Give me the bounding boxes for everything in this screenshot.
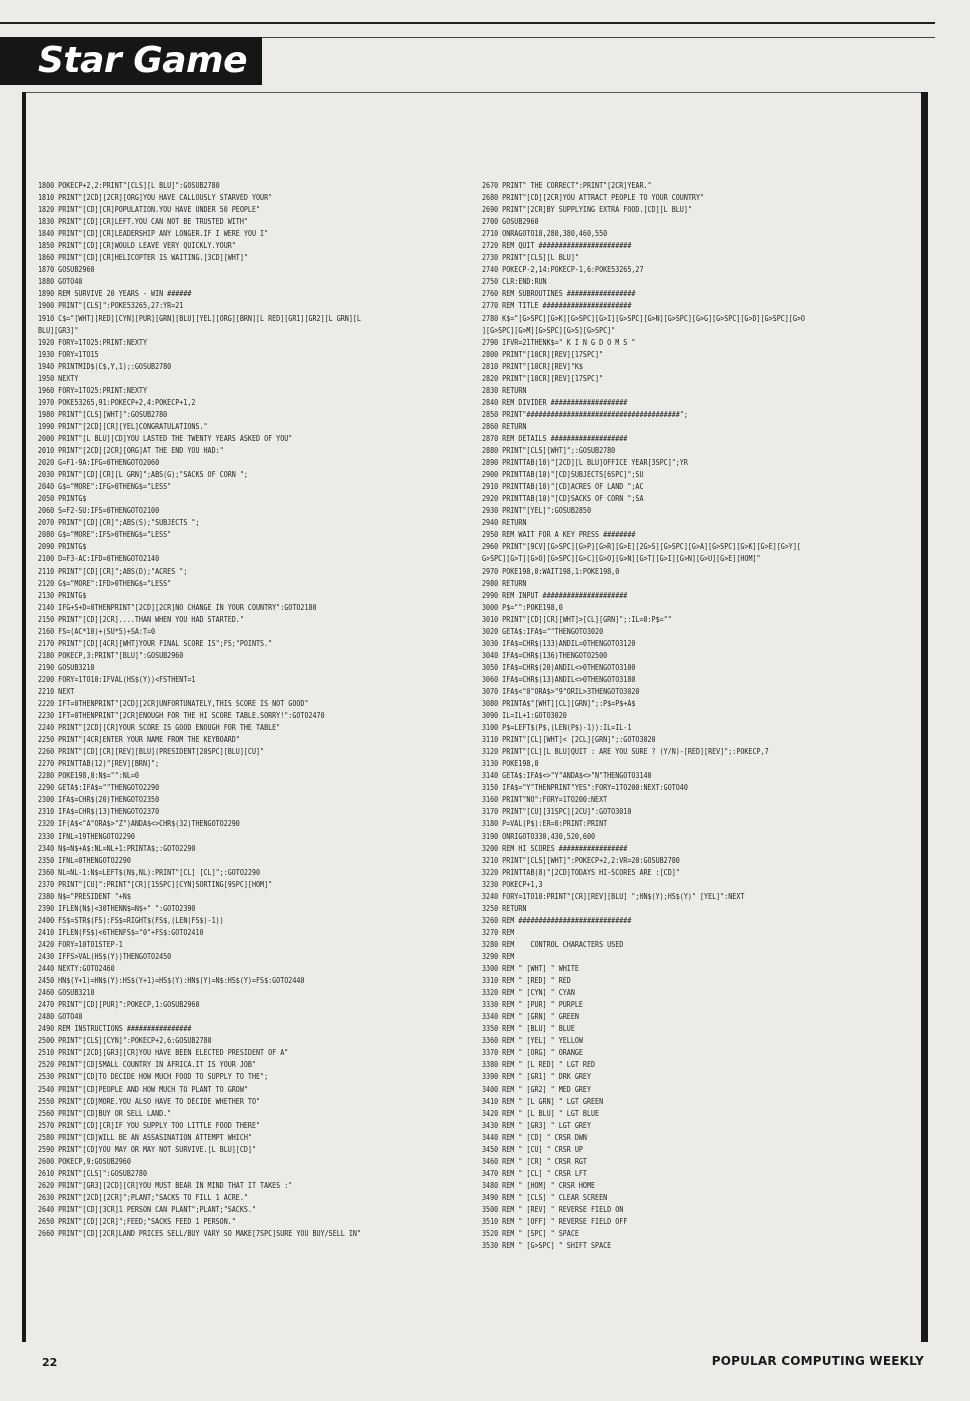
code-line: 2430 IFFS>VAL(HS$(Y))THENGOTO2450 bbox=[38, 952, 172, 961]
code-line: 2740 POKECP-2,14:POKECP-1,6:POKE53265,27 bbox=[482, 265, 644, 275]
code-line: 2560 PRINT"[CD]BUY OR SELL LAND." bbox=[38, 1108, 172, 1118]
code-line: 2310 IFA$=CHR$(13)THENGOTO2370 bbox=[38, 807, 160, 817]
code-line: 3000 P$="":POKE198,0 bbox=[482, 602, 563, 612]
code-line: 1850 PRINT"[CD][CR]WOULD LEAVE VERY QUICKLY.YOUR" bbox=[38, 241, 236, 251]
code-line: 2100 D=F3-AC:IFD=0THENGOTO2140 bbox=[38, 554, 160, 564]
code-line: 2750 CLR:END:RUN bbox=[482, 277, 547, 287]
code-line: 3370 REM " [ORG] " ORANGE bbox=[482, 1048, 583, 1058]
code-line: 1940 PRINTMID$(C$,Y,1);:GOSUB2780 bbox=[38, 361, 172, 371]
code-line: 1910 C$="[WHT][RED][CYN][PUR][GRN][BLU][YEL][ORG][BRN][L RED][GR1][GR2][L GRN][L bbox=[38, 313, 361, 323]
code-line: 3520 REM " [SPC] " SPACE bbox=[482, 1229, 579, 1239]
code-line: 3200 REM HI SCORES ################# bbox=[482, 843, 628, 853]
code-line: 2520 PRINT"[CD]SMALL COUNTRY IN AFRICA.IT IS YOUR JOB" bbox=[38, 1060, 256, 1070]
code-line: 2200 FORY=1TO10:IFVAL(HS$(Y))<FSTHENT=1 bbox=[38, 674, 196, 684]
code-line: 3470 REM " [CL] " CRSR LFT bbox=[482, 1168, 587, 1178]
code-line: 2000 PRINT"[L BLU][CD]YOU LASTED THE TWENTY YEARS ASKED OF YOU" bbox=[38, 433, 293, 443]
code-line: 3450 REM " [CU] " CRSR UP bbox=[482, 1144, 583, 1154]
code-line: 3140 GETA$:IFA$<>"Y"ANDA$<>"N"THENGOTO3140 bbox=[482, 771, 652, 781]
code-line: 3010 PRINT"[CD][CR][WHT]>[CL][GRN]";:IL=0:P$="" bbox=[482, 614, 672, 624]
code-line: 2580 PRINT"[CD]WILL BE AN ASSASINATION ATTEMPT WHICH" bbox=[38, 1132, 252, 1142]
code-line: 3170 PRINT"[CU][31SPC][2CU]":GOTO3010 bbox=[482, 807, 632, 817]
code-line: 2230 IFT=0THENPRINT"[2CR]ENOUGH FOR THE HI SCORE TABLE.SORRY!":GOTO2470 bbox=[38, 711, 325, 721]
code-line: 3480 REM " [HOM] " CRSR HOME bbox=[482, 1180, 596, 1190]
code-line: 3510 REM " [OFF] " REVERSE FIELD OFF bbox=[482, 1217, 628, 1227]
code-line: 2800 PRINT"[10CR][REV][17SPC]" bbox=[482, 349, 604, 359]
code-line: 2120 G$="MORE":IFD>0THENG$="LESS" bbox=[38, 578, 172, 588]
code-line: 2460 GOSUB3210 bbox=[38, 988, 95, 998]
code-line: 2110 PRINT"[CD][CR]";ABS(D);"ACRES "; bbox=[38, 566, 188, 576]
code-line: 2630 PRINT"[2CD][2CR]";PLANT;"SACKS TO FILL 1 ACRE." bbox=[38, 1192, 248, 1202]
code-line: 1950 NEXTY bbox=[38, 373, 79, 383]
code-line: 3400 REM " [GR2] " MED GREY bbox=[482, 1084, 592, 1094]
code-line: 1960 FORY=1TO25:PRINT:NEXTY bbox=[38, 385, 148, 395]
code-line: 1980 PRINT"[CLS][WHT]":GOSUB2780 bbox=[38, 409, 168, 419]
code-line: 2840 REM DIVIDER ################### bbox=[482, 397, 628, 407]
article-title: Star Game bbox=[38, 40, 247, 81]
listing-column-left bbox=[38, 180, 361, 1240]
code-line: 2600 POKECP,9:GOSUB2960 bbox=[38, 1156, 131, 1166]
code-line: 2160 FS=(AC*10)+(SU*5)+SA:T=0 bbox=[38, 626, 156, 636]
code-line: 2320 IF(A$<"A"ORA$>"Z")ANDA$<>CHR$(32)THENGOTO2290 bbox=[38, 819, 240, 829]
code-line: 2500 PRINT"[CLS][CYN]":POKECP+2,6:GOSUB2780 bbox=[38, 1036, 212, 1046]
code-line: 3530 REM " [G>SPC] " SHIFT SPACE bbox=[482, 1241, 612, 1251]
code-line: 3020 GETA$:IFA$=""THENGOTO3020 bbox=[482, 626, 604, 636]
code-line: 3090 IL=IL+1:GOTO3020 bbox=[482, 711, 567, 721]
code-line: 3050 IFA$=CHR$(20)ANDIL<>0THENGOTO3100 bbox=[482, 662, 636, 672]
code-line: 3270 REM bbox=[482, 927, 515, 937]
code-line: 3160 PRINT"NO":FORY=1TO200:NEXT bbox=[482, 795, 608, 805]
code-line: 2420 FORY=10TO1STEP-1 bbox=[38, 939, 123, 949]
code-line: 2330 IFNL=19THENGOTO2290 bbox=[38, 831, 135, 841]
code-line: 3460 REM " [CR] " CRSR RGT bbox=[482, 1156, 587, 1166]
listing-column-right bbox=[482, 180, 805, 1252]
code-line: G>SPC][G>T][G>O][G>SPC][G>C][G>O][G>N][G>T][G>I][G>N][G>U][G>E][HOM]" bbox=[482, 554, 761, 564]
code-line: 2060 S=F2-SU:IFS=0THENGOTO2100 bbox=[38, 506, 160, 516]
code-line: 2780 K$="[G>SPC][G>K][G>SPC][G>I][G>SPC][G>N][G>SPC][G>G][G>SPC][G>D][G>SPC][G>O bbox=[482, 313, 805, 323]
code-line: 2620 PRINT"[GR3][2CD][CR]YOU MUST BEAR IN MIND THAT IT TAKES :" bbox=[38, 1180, 293, 1190]
code-line: 2510 PRINT"[2CD][GR3][CR]YOU HAVE BEEN ELECTED PRESIDENT OF A" bbox=[38, 1048, 289, 1058]
code-line: 2030 PRINT"[CD][CR][L GRN]";ABS(G);"SACKS OF CORN "; bbox=[38, 470, 248, 480]
code-line: 3410 REM " [L GRN] " LGT GREEN bbox=[482, 1096, 604, 1106]
code-line: 3390 REM " [GR1] " DRK GREY bbox=[482, 1072, 592, 1082]
code-line: 2050 PRINTG$ bbox=[38, 494, 87, 504]
code-line: 2360 NL=NL-1:N$=LEFT$(N$,NL):PRINT"[CL] [CL]";:GOTO2290 bbox=[38, 867, 261, 877]
code-line: 2170 PRINT"[CD][4CR][WHT]YOUR FINAL SCORE IS";FS;"POINTS." bbox=[38, 638, 273, 648]
top-rule bbox=[0, 22, 935, 24]
code-line: 2850 PRINT"######################################"; bbox=[482, 409, 688, 419]
code-line: 3100 P$=LEFT$(P$,(LEN(P$)-1)):IL=IL-1 bbox=[482, 723, 632, 733]
code-line: 3070 IFA$<"0"ORA$>"9"ORIL>3THENGOTO3020 bbox=[482, 686, 640, 696]
code-line: 2870 REM DETAILS ################### bbox=[482, 433, 628, 443]
code-line: 2890 PRINTTAB(10)"[2CD][L BLU]OFFICE YEAR[3SPC]";YR bbox=[482, 458, 688, 468]
code-line: 1920 FORY=1TO25:PRINT:NEXTY bbox=[38, 337, 148, 347]
code-line: 2770 REM TITLE ###################### bbox=[482, 301, 632, 311]
code-line: 2220 IFT=0THENPRINT"[2CD][2CR]UNFORTUNATELY,THIS SCORE IS NOT GOOD" bbox=[38, 699, 309, 709]
code-line: 2390 IFLEN(N$)<30THENN$=N$+" ":GOTO2390 bbox=[38, 903, 196, 913]
code-line: 3280 REM CONTROL CHARACTERS USED bbox=[482, 939, 624, 949]
code-line: 3380 REM " [L RED] " LGT RED bbox=[482, 1060, 596, 1070]
code-line: 2130 PRINTG$ bbox=[38, 590, 87, 600]
code-line: 2590 PRINT"[CD]YOU MAY OR MAY NOT SURVIVE.[L BLU][CD]" bbox=[38, 1144, 256, 1154]
code-line: 2660 PRINT"[CD][2CR]LAND PRICES SELL/BUY VARY SO MAKE[7SPC]SURE YOU BUY/SELL IN" bbox=[38, 1229, 361, 1239]
code-line: 2920 PRINTTAB(10)"[CD]SACKS OF CORN ";SA bbox=[482, 494, 644, 504]
code-line: 3350 REM " [BLU] " BLUE bbox=[482, 1024, 575, 1034]
code-line: 2640 PRINT"[CD][3CR]1 PERSON CAN PLANT";PLANT;"SACKS." bbox=[38, 1204, 256, 1214]
code-line: 2650 PRINT"[CD][2CR]";FEED;"SACKS FEED 1 PERSON." bbox=[38, 1217, 236, 1227]
code-line: 3250 RETURN bbox=[482, 903, 527, 913]
code-line: 1800 POKECP+2,2:PRINT"[CLS][L BLU]":GOSUB2780 bbox=[38, 181, 220, 190]
code-line: 2410 IFLEN(FS$)<6THENFS$="0"+FS$:GOTO2410 bbox=[38, 927, 204, 937]
code-line: 2210 NEXT bbox=[38, 686, 75, 696]
code-line: 3180 P=VAL(P$):ER=0:PRINT:PRINT bbox=[482, 819, 608, 829]
code-line: 3060 IFA$=CHR$(13)ANDIL<>0THENGOTO3180 bbox=[482, 674, 636, 684]
code-line: 2690 PRINT"[2CR]BY SUPPLYING EXTRA FOOD.[CD][L BLU]" bbox=[482, 205, 692, 215]
article-title-banner bbox=[0, 37, 262, 85]
code-line: 2470 PRINT"[CD][PUR]":POKECP,1:GOSUB2960 bbox=[38, 1000, 200, 1010]
code-line: 2820 PRINT"[10CR][REV][17SPC]" bbox=[482, 373, 604, 383]
code-line: 2370 PRINT"[CU]":PRINT"[CR][15SPC][CYN]SORTING[9SPC][HOM]" bbox=[38, 879, 273, 889]
code-line: 1930 FORY=1TO15 bbox=[38, 349, 99, 359]
code-line: 2980 RETURN bbox=[482, 578, 527, 588]
code-line: 1830 PRINT"[CD][CR]LEFT.YOU CAN NOT BE TRUSTED WITH" bbox=[38, 217, 248, 227]
code-line: 2350 IFNL=0THENGOTO2290 bbox=[38, 855, 131, 865]
code-line: 1970 POKE53265,91:POKECP+2,4:POKECP+1,2 bbox=[38, 397, 196, 407]
code-line: 2380 N$="PRESIDENT "+N$ bbox=[38, 891, 131, 901]
code-line: 2080 G$="MORE":IFS>0THENG$="LESS" bbox=[38, 530, 172, 540]
code-line: 2290 GETA$:IFA$=""THENGOTO2290 bbox=[38, 783, 160, 793]
code-line: 2400 FS$=STR$(FS):FS$=RIGHT$(FS$,(LEN(FS$)-1)) bbox=[38, 915, 224, 925]
code-line: 2710 ONRAGOTO10,280,380,460,550 bbox=[482, 229, 608, 239]
code-line: 1810 PRINT"[2CD][2CR][ORG]YOU HAVE CALLOUSLY STARVED YOUR" bbox=[38, 193, 273, 203]
code-line: 3080 PRINTA$"[WHT][CL][GRN]";:P$=P$+A$ bbox=[482, 699, 636, 709]
code-line: 2540 PRINT"[CD]PEOPLE AND HOW MUCH TO PLANT TO GROW" bbox=[38, 1084, 248, 1094]
code-line: 3240 FORY=1TO10:PRINT"[CR][REV][BLU] ";HN$(Y);HS$(Y)" [YEL]":NEXT bbox=[482, 891, 745, 901]
code-line: 2180 POKECP,3:PRINT"[BLU]":GOSUB2960 bbox=[38, 650, 184, 660]
code-line: 2760 REM SUBROUTINES ################# bbox=[482, 289, 636, 299]
code-line: 2730 PRINT"[CLS][L BLU]" bbox=[482, 253, 579, 263]
code-line: 1860 PRINT"[CD][CR]HELICOPTER IS WAITING.[3CD][WHT]" bbox=[38, 253, 248, 263]
code-line: 2880 PRINT"[CLS][WHT]";:GOSUB2780 bbox=[482, 446, 616, 456]
code-line: 3490 REM " [CLS] " CLEAR SCREEN bbox=[482, 1192, 608, 1202]
code-line: 1890 REM SURVIVE 20 YEARS - WIN ###### bbox=[38, 289, 192, 299]
code-line: 3210 PRINT"[CLS][WHT]":POKECP+2,2:VR=20:GOSUB2780 bbox=[482, 855, 680, 865]
code-line: 2040 G$="MORE":IFG>0THENG$="LESS" bbox=[38, 482, 172, 492]
code-line: 3340 REM " [GRN] " GREEN bbox=[482, 1012, 579, 1022]
code-line: 2610 PRINT"[CLS]":GOSUB2780 bbox=[38, 1168, 148, 1178]
code-line: 2450 HN$(Y+1)=HN$(Y):HS$(Y+1)=HS$(Y):HN$(Y)=N$:HS$(Y)=FS$:GOTO2440 bbox=[38, 976, 305, 986]
page-number: 22 bbox=[42, 1356, 58, 1369]
code-line: 3120 PRINT"[CL][L BLU]QUIT : ARE YOU SURE ? (Y/N)-[RED][REV]";:POKECP,7 bbox=[482, 747, 769, 757]
code-line: 2930 PRINT"[YEL]":GOSUB2850 bbox=[482, 506, 592, 516]
code-line: 2250 PRINT"[4CR]ENTER YOUR NAME FROM THE KEYBOARD" bbox=[38, 735, 240, 745]
code-line: 2910 PRINTTAB(10)"[CD]ACRES OF LAND ";AC bbox=[482, 482, 644, 492]
code-line: 2550 PRINT"[CD]MORE.YOU ALSO HAVE TO DECIDE WHETHER TO" bbox=[38, 1096, 261, 1106]
code-line: 3360 REM " [YEL] " YELLOW bbox=[482, 1036, 583, 1046]
code-line: 3230 POKECP+1,3 bbox=[482, 879, 543, 889]
code-line: 3330 REM " [PUR] " PURPLE bbox=[482, 1000, 583, 1010]
code-line: 2270 PRINTTAB(12)"[REV][BRN]"; bbox=[38, 759, 160, 769]
code-line: 3300 REM " [WHT] " WHITE bbox=[482, 964, 579, 974]
code-line: 2090 PRINTG$ bbox=[38, 542, 87, 552]
banner-rule bbox=[262, 37, 935, 38]
code-line: 2670 PRINT" THE CORRECT":PRINT"[2CR]YEAR." bbox=[482, 181, 652, 190]
code-line: 3430 REM " [GR3] " LGT GREY bbox=[482, 1120, 592, 1130]
code-line: 1820 PRINT"[CD][CR]POPULATION.YOU HAVE UNDER 50 PEOPLE" bbox=[38, 205, 261, 215]
magazine-name: POPULAR COMPUTING WEEKLY bbox=[711, 1354, 924, 1368]
code-line: 3420 REM " [L BLU] " LGT BLUE bbox=[482, 1108, 600, 1118]
code-line: 2140 IFG+S+D=0THENPRINT"[2CD][2CR]NO CHANGE IN YOUR COUNTRY":GOTO2180 bbox=[38, 602, 317, 612]
code-line: BLU][GR3]" bbox=[38, 325, 79, 335]
code-line: 1880 GOTO40 bbox=[38, 277, 83, 287]
code-line: 2900 PRINTTAB(10)"[CD]SUBJECTS[6SPC]";SU bbox=[482, 470, 644, 480]
code-line: 2340 N$=N$+A$:NL=NL+1:PRINTA$;:GOTO2290 bbox=[38, 843, 196, 853]
code-line: 2280 POKE198,0:N$="":NL=0 bbox=[38, 771, 139, 781]
code-line: 2480 GOTO40 bbox=[38, 1012, 83, 1022]
code-line: 3220 PRINTTAB(8)"[2CD]TODAYS HI-SCORES ARE :[CD]" bbox=[482, 867, 680, 877]
code-line: 2300 IFA$=CHR$(20)THENGOTO2350 bbox=[38, 795, 160, 805]
code-line: 2260 PRINT"[CD][CR][REV][BLU](PRESIDENT[20SPC][BLU][CU]" bbox=[38, 747, 265, 757]
code-line: 3310 REM " [RED] " RED bbox=[482, 976, 571, 986]
code-line: 2570 PRINT"[CD][CR]IF YOU SUPPLY TOO LITTLE FOOD THERE" bbox=[38, 1120, 261, 1130]
code-line: 1900 PRINT"[CLS]":POKE53265,27:YR=21 bbox=[38, 301, 184, 311]
code-line: 3130 POKE198,0 bbox=[482, 759, 539, 769]
code-line: 2010 PRINT"[2CD][2CR][ORG]AT THE END YOU HAD:" bbox=[38, 446, 224, 456]
code-line: 2490 REM INSTRUCTIONS ################ bbox=[38, 1024, 192, 1034]
code-line: 2700 GOSUB2960 bbox=[482, 217, 539, 227]
code-line: 2020 G=F1-9A:IFG=0THENGOTO2060 bbox=[38, 458, 160, 468]
code-line: 1870 GOSUB2960 bbox=[38, 265, 95, 275]
code-line: 3260 REM ############################ bbox=[482, 915, 632, 925]
code-line: 2940 RETURN bbox=[482, 518, 527, 528]
code-line: 3500 REM " [REV] " REVERSE FIELD ON bbox=[482, 1204, 624, 1214]
code-line: 1840 PRINT"[CD][CR]LEADERSHIP ANY LONGER.IF I WERE YOU I" bbox=[38, 229, 269, 239]
code-line: 2970 POKE198,0:WAIT198,1:POKE198,0 bbox=[482, 566, 620, 576]
code-line: 2830 RETURN bbox=[482, 385, 527, 395]
code-line: 2240 PRINT"[2CD][CR]YOUR SCORE IS GOOD ENOUGH FOR THE TABLE" bbox=[38, 723, 281, 733]
code-line: 2960 PRINT"[9CV][G>SPC][G>P][G>R][G>E][2G>S][G>SPC][G>A][G>SPC][G>K][G>E][G>Y][ bbox=[482, 542, 801, 552]
code-line: 1990 PRINT"[2CD][CR][YEL]CONGRATULATIONS." bbox=[38, 421, 208, 431]
code-line: 3440 REM " [CD] " CRSR DWN bbox=[482, 1132, 587, 1142]
code-line: 2950 REM WAIT FOR A KEY PRESS ######## bbox=[482, 530, 636, 540]
code-line: 3030 IFA$=CHR$(133)ANDIL=0THENGOTO3120 bbox=[482, 638, 636, 648]
code-line: 2790 IFVR=21THENK$=" K I N G D O M S " bbox=[482, 337, 636, 347]
code-line: 2720 REM QUIT ####################### bbox=[482, 241, 632, 251]
code-line: 2990 REM INPUT ##################### bbox=[482, 590, 628, 600]
code-line: 2810 PRINT"[10CR][REV]"K$ bbox=[482, 361, 583, 371]
code-line: 3040 IFA$=CHR$(136)THENGOTO2500 bbox=[482, 650, 608, 660]
code-line: 3150 IFA$="Y"THENPRINT"YES":FORY=1TO200:NEXT:GOTO40 bbox=[482, 783, 688, 793]
code-line: ][G>SPC][G>M][G>SPC][G>S][G>SPC]" bbox=[482, 325, 616, 335]
code-line: 2190 GOSUB3210 bbox=[38, 662, 95, 672]
code-line: 2070 PRINT"[CD][CR]";ABS(S);"SUBJECTS "; bbox=[38, 518, 200, 528]
code-line: 3190 ONRIGOTO330,430,520,600 bbox=[482, 831, 596, 841]
code-line: 2860 RETURN bbox=[482, 421, 527, 431]
code-line: 2150 PRINT"[CD][2CR]....THAN WHEN YOU HAD STARTED." bbox=[38, 614, 244, 624]
code-line: 2680 PRINT"[CD][2CR]YOU ATTRACT PEOPLE TO YOUR COUNTRY" bbox=[482, 193, 705, 203]
code-line: 3110 PRINT"[CL][WHT]< [2CL][GRN]";:GOTO3020 bbox=[482, 735, 656, 745]
code-line: 2440 NEXTY:GOTO2460 bbox=[38, 964, 115, 974]
code-line: 3290 REM bbox=[482, 952, 515, 961]
code-line: 2530 PRINT"[CD]TO DECIDE HOW MUCH FOOD TO SUPPLY TO THE"; bbox=[38, 1072, 269, 1082]
code-line: 3320 REM " [CYN] " CYAN bbox=[482, 988, 575, 998]
